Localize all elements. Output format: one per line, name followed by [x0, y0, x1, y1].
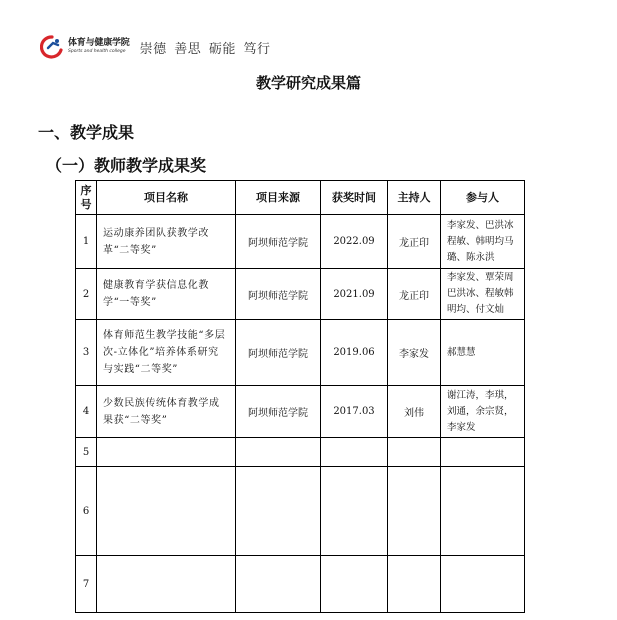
college-name-cn: 体育与健康学院 [68, 38, 130, 49]
cell-host: 龙正印 [388, 269, 441, 320]
cell-project-name [97, 467, 236, 556]
cell-number: 5 [76, 438, 97, 467]
cell-number: 3 [76, 320, 97, 386]
cell-project-name: 少数民族传统体育教学成果获“二等奖” [97, 386, 236, 438]
cell-participants: 郝慧慧 [441, 320, 525, 386]
cell-host [388, 438, 441, 467]
table-row [76, 320, 525, 386]
cell-host [388, 556, 441, 613]
cell-participants [441, 556, 525, 613]
cell-participants [441, 438, 525, 467]
cell-project-source [236, 438, 321, 467]
awards-table [75, 180, 525, 613]
cell-award-time: 2021.09 [321, 269, 388, 320]
cell-award-time: 2019.06 [321, 320, 388, 386]
header-host: 主持人 [388, 181, 441, 215]
table-row [76, 556, 525, 613]
header-number: 序号 [76, 181, 97, 215]
table-row [76, 386, 525, 438]
cell-project-name: 体育师范生教学技能“多层次-立体化”培养体系研究与实践“二等奖” [97, 320, 236, 386]
table-row [76, 438, 525, 467]
cell-participants: 谢江涛，李琪，刘通，余宗贤，李家发 [441, 386, 525, 438]
subsection-heading: （一）教师教学成果奖 [46, 156, 207, 175]
cell-award-time [321, 467, 388, 556]
cell-number: 6 [76, 467, 97, 556]
cell-project-source [236, 556, 321, 613]
college-logo-icon [40, 35, 64, 59]
college-motto: 崇德 善思 砺能 笃行 [139, 41, 271, 57]
cell-participants: 李家发、覃荣周巴洪冰、程敏韩明均、付文灿 [441, 269, 525, 320]
cell-project-source: 阿坝师范学院 [236, 215, 321, 269]
page-header [40, 34, 271, 60]
cell-project-name [97, 438, 236, 467]
cell-project-source [236, 467, 321, 556]
cell-host [388, 467, 441, 556]
cell-project-name: 健康教育学获信息化教学“一等奖” [97, 269, 236, 320]
cell-participants [441, 467, 525, 556]
cell-project-source: 阿坝师范学院 [236, 386, 321, 438]
cell-project-name [97, 556, 236, 613]
cell-number: 4 [76, 386, 97, 438]
cell-number: 2 [76, 269, 97, 320]
header-award-time: 获奖时间 [321, 181, 388, 215]
college-name-en: Sports and health college [68, 49, 126, 55]
header-project-name: 项目名称 [97, 181, 236, 215]
table-header-row [76, 181, 525, 215]
document-title: 教学研究成果篇 [255, 74, 361, 92]
cell-award-time: 2017.03 [321, 386, 388, 438]
cell-project-source: 阿坝师范学院 [236, 269, 321, 320]
cell-number: 1 [76, 215, 97, 269]
cell-host: 李家发 [388, 320, 441, 386]
cell-project-name: 运动康养团队获教学改革“二等奖” [97, 215, 236, 269]
cell-award-time [321, 438, 388, 467]
cell-award-time [321, 556, 388, 613]
cell-award-time: 2022.09 [321, 215, 388, 269]
table-row [76, 269, 525, 320]
college-logo-text [68, 39, 130, 55]
header-project-source: 项目来源 [236, 181, 321, 215]
cell-host: 龙正印 [388, 215, 441, 269]
header-participants: 参与人 [441, 181, 525, 215]
cell-project-source: 阿坝师范学院 [236, 320, 321, 386]
cell-participants: 李家发、巴洪冰程敏、韩明均马璐、陈永洪 [441, 215, 525, 269]
cell-host: 刘伟 [388, 386, 441, 438]
table-row [76, 467, 525, 556]
section-heading: 一、教学成果 [38, 123, 135, 142]
table-row [76, 215, 525, 269]
cell-number: 7 [76, 556, 97, 613]
